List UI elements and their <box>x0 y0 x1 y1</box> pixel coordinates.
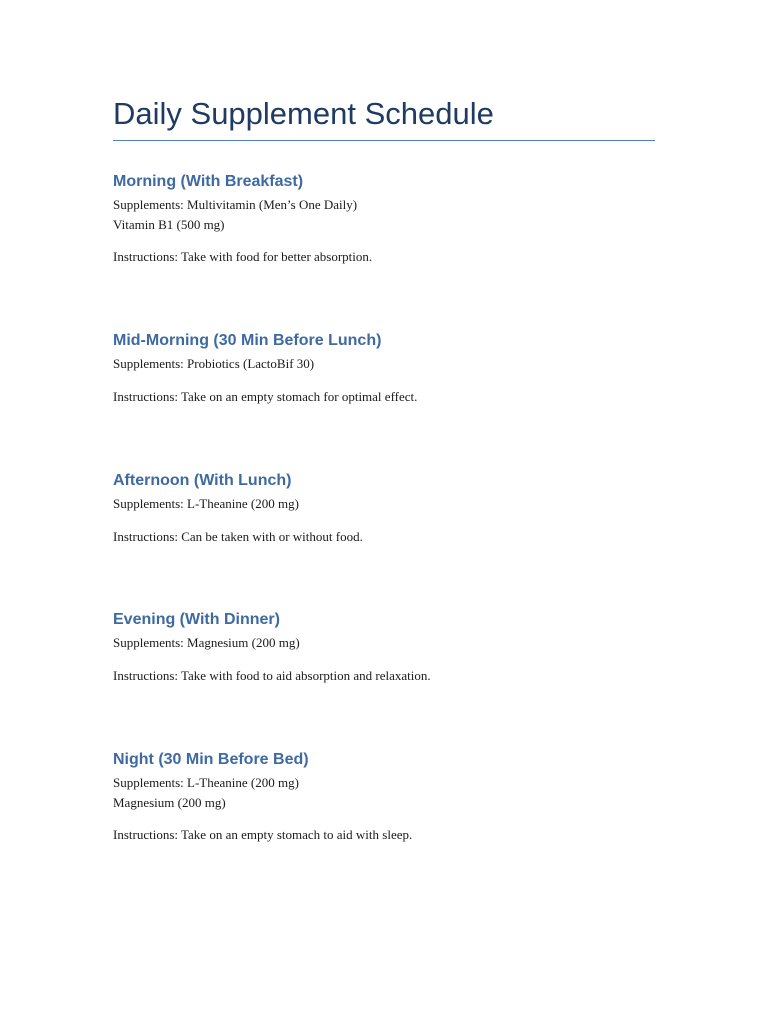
section-night <box>113 750 673 845</box>
section-heading: Morning (With Breakfast) <box>113 173 304 190</box>
supplements-line: Supplements: L-Theanine (200 mg) <box>113 775 299 790</box>
supplements-line: Magnesium (200 mg) <box>113 794 226 810</box>
section-evening <box>113 610 673 685</box>
section-heading: Night (30 Min Before Bed) <box>113 751 309 768</box>
instructions-line: Instructions: Take with food for better absorption. <box>113 249 373 264</box>
section-heading: Mid-Morning (30 Min Before Lunch) <box>113 332 382 349</box>
section-heading: Evening (With Dinner) <box>113 611 280 628</box>
instructions-line: Instructions: Take on an empty stomach to aid with sleep. <box>113 827 413 842</box>
supplements-line: Supplements: Magnesium (200 mg) <box>113 635 300 650</box>
section-heading: Afternoon (With Lunch) <box>113 472 292 489</box>
instructions-line: Instructions: Take on an empty stomach for optimal effect. <box>113 388 418 404</box>
supplements-line: Supplements: Multivitamin (Men’s One Daily) <box>113 197 358 212</box>
section-mid-morning <box>113 331 673 406</box>
supplements-line: Supplements: L-Theanine (200 mg) <box>113 496 299 511</box>
section-afternoon <box>113 471 673 546</box>
instructions-line: Instructions: Can be taken with or without food. <box>113 528 363 544</box>
instructions-line: Instructions: Take with food to aid absorption and relaxation. <box>113 667 431 683</box>
section-morning <box>113 172 673 267</box>
supplements-line: Supplements: Probiotics (LactoBif 30) <box>113 356 315 371</box>
document-title: Daily Supplement Schedule <box>113 96 494 131</box>
title-divider <box>113 140 655 141</box>
supplements-line: Vitamin B1 (500 mg) <box>113 216 225 232</box>
